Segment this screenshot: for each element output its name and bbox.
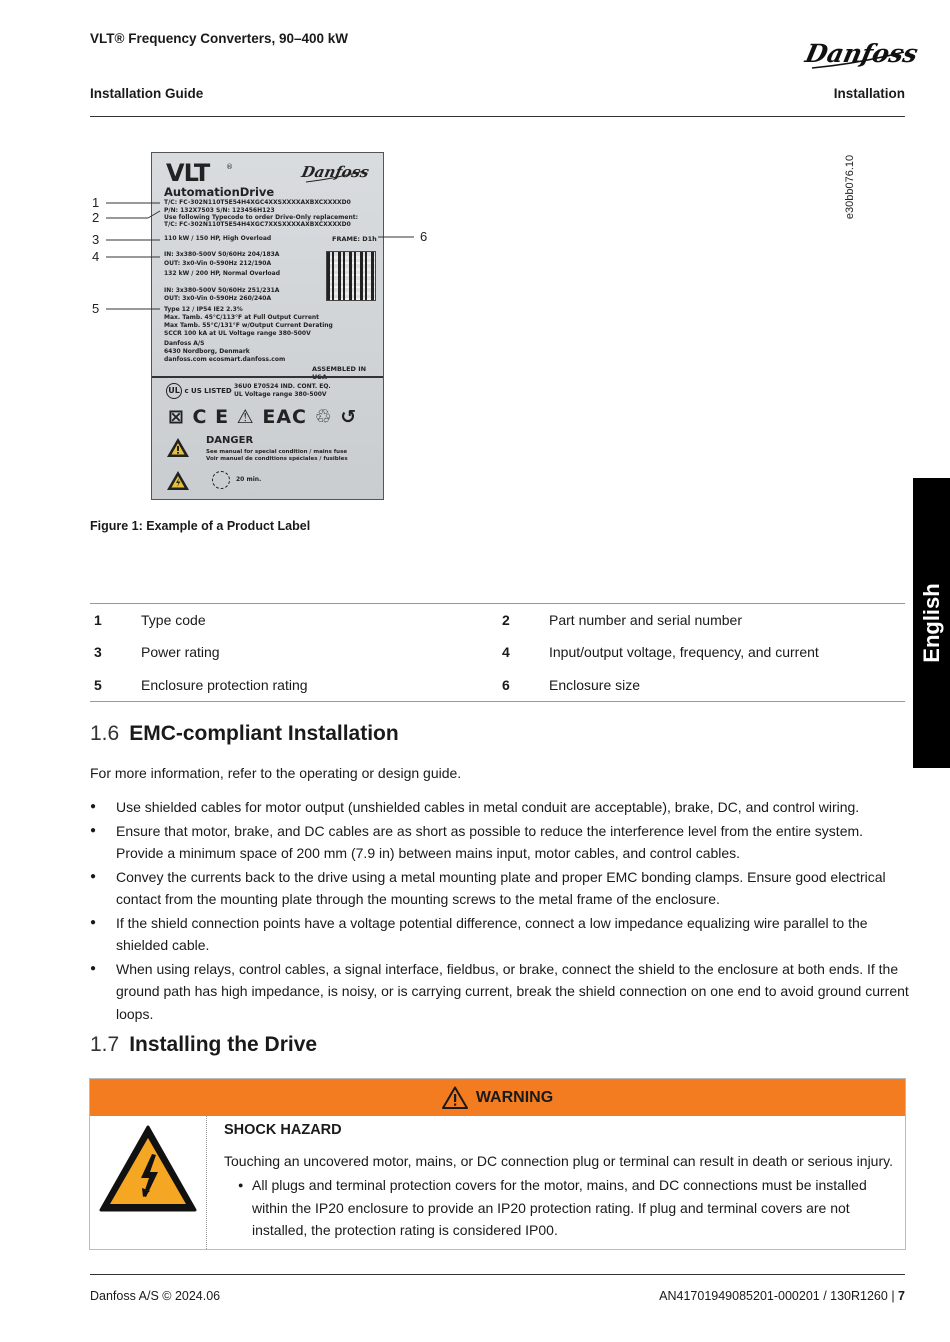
warning-icon — [442, 1086, 468, 1109]
image-id: e30bb076.10 — [844, 154, 856, 220]
guide-title: Installation Guide — [90, 86, 204, 101]
callout-3: 3 — [92, 232, 100, 247]
section-title: EMC-compliant Installation — [129, 722, 399, 745]
callout-1: 1 — [92, 195, 100, 210]
warning-header — [90, 1079, 905, 1116]
label-company: Danfoss A/S — [164, 340, 205, 347]
warning-title: SHOCK HAZARD — [224, 1122, 342, 1138]
language-tab — [913, 478, 950, 768]
legend-number: 6 — [502, 676, 510, 693]
warning-label: WARNING — [475, 1088, 554, 1106]
legend-row — [90, 604, 905, 637]
list-item: ● Ensure that motor, brake, and DC cables are as short as possible to reduce the interference level from the entire system. Provide a minimum space of 200 mm (7.9 in) between mains input, motor cables, and control cables. — [90, 820, 910, 865]
figure-caption: Figure 1: Example of a Product Label — [90, 519, 311, 533]
legend-text: Power rating — [141, 644, 220, 661]
callout-lines — [0, 0, 950, 520]
label-cert-2: UL Voltage range 380-500V — [234, 391, 327, 398]
section-title: Installing the Drive — [129, 1033, 318, 1056]
label-output-1: OUT: 3x0-Vin 0-590Hz 212/190A — [164, 260, 272, 267]
page-number: 7 — [898, 1289, 905, 1303]
label-shock-warning-icon — [166, 470, 190, 491]
label-timer-icon — [212, 471, 230, 489]
label-cert-marks: ⊠ C E ⚠ EAC ♲ ↺ — [168, 406, 358, 428]
legend-text: Type code — [141, 612, 206, 628]
label-wait-time: 20 min. — [236, 476, 262, 483]
warning-bullet: ● All plugs and terminal protection covers for the motor, mains, and DC connections must be installed within the IP20 enclosure to provide an IP20 protection rating. If plug and terminal covers are not installed, the protection rating is considered IP00. — [238, 1174, 878, 1242]
callout-4: 4 — [92, 249, 100, 264]
danfoss-logo — [802, 34, 921, 74]
label-danger-en: See manual for special condition / mains fuse — [206, 449, 348, 455]
legend-number: 2 — [502, 612, 510, 628]
label-web: danfoss.com ecosmart.danfoss.com — [164, 356, 286, 363]
list-item: ● Use shielded cables for motor output (unshielded cables in metal conduit are acceptable), brake, DC, and control wiring. — [90, 796, 910, 819]
callout-2: 2 — [92, 210, 100, 225]
legend-number: 5 — [94, 676, 102, 693]
label-divider — [152, 376, 383, 378]
list-item: ● Convey the currents back to the drive using a metal mounting plate and proper EMC bonding clamps. Ensure good electrical contact from the mounting plate through the mounting screws to the metal frame of the enclosure. — [90, 866, 910, 911]
label-reg-mark: ® — [226, 163, 233, 171]
label-output-2: OUT: 3x0-Vin 0-590Hz 260/240A — [164, 295, 272, 302]
section-intro: For more information, refer to the operating or design guide. — [90, 765, 462, 781]
label-enclosure: Type 12 / IP54 IE2 2.3% — [164, 306, 243, 313]
list-item: ● If the shield connection points have a voltage potential difference, connect a low impedance equalizing wire parallel to the shielded cable. — [90, 912, 910, 957]
ul-mark: UL — [166, 383, 182, 399]
footer-rule — [90, 1274, 905, 1275]
label-frame: FRAME: D1h — [332, 235, 377, 243]
legend-text: Part number and serial number — [549, 612, 742, 628]
label-model: AutomationDrive — [164, 185, 275, 199]
footer-copyright: Danfoss A/S © 2024.06 — [90, 1289, 221, 1303]
label-power-rating-2: 132 kW / 200 HP, Normal Overload — [164, 270, 281, 277]
emc-bullet-list — [90, 796, 910, 1026]
svg-text:Danfoss: Danfoss — [299, 163, 371, 181]
list-item: ● When using relays, control cables, a signal interface, fieldbus, or brake, connect the shield to the enclosure at both ends. If the ground path has high impedance, is noisy, or is carrying current, break the shield connection on one end to avoid ground current loops. — [90, 958, 910, 1026]
callout-6: 6 — [420, 229, 428, 244]
label-type-code-2: T/C: FC-302N110T5E54H4XGC7XXSXXXXAXBXCXXXXD0 — [164, 221, 351, 228]
label-qr-code — [326, 251, 376, 301]
legend-number: 3 — [94, 644, 102, 661]
label-assembled: ASSEMBLED IN — [312, 365, 367, 373]
label-tamb-1: Max. Tamb. 45°C/113°F at Full Output Current — [164, 314, 320, 321]
label-input-1: IN: 3x380-500V 50/60Hz 204/183A — [164, 251, 280, 258]
legend-row — [90, 669, 905, 702]
label-danfoss-logo — [299, 157, 371, 187]
callout-5: 5 — [92, 301, 100, 316]
label-sccr: SCCR 100 kA at UL Voltage range 380-500V — [164, 330, 311, 337]
section-title: Installation — [833, 86, 905, 101]
label-input-2: IN: 3x380-500V 50/60Hz 251/231A — [164, 287, 280, 294]
label-danger-fr: Voir manuel de conditions spéciales / fusibles — [206, 456, 348, 462]
footer-separator: | — [887, 1289, 899, 1303]
label-type-code: T/C: FC-302N110T5E54H4XGC4XXSXXXXAXBXCXXXXD0 — [164, 199, 351, 206]
label-vlt-brand: VLT — [166, 159, 210, 187]
section-heading-emc — [90, 722, 399, 746]
header-rule — [90, 116, 905, 117]
electrical-hazard-icon — [98, 1124, 198, 1214]
section-number: 1.7 — [90, 1033, 120, 1056]
legend-text: Input/output voltage, frequency, and current — [549, 644, 819, 661]
document-title: VLT® Frequency Converters, 90–400 kW — [90, 31, 349, 46]
footer-doc-id: AN41701949085201-000201 / 130R1260 — [659, 1289, 888, 1303]
section-number: 1.6 — [90, 722, 120, 745]
warning-text: Touching an uncovered motor, mains, or DC connection plug or terminal can result in death or serious injury. — [224, 1153, 893, 1169]
legend-text: Enclosure size — [549, 676, 641, 693]
legend-text: Enclosure protection rating — [141, 676, 308, 693]
label-danger: DANGER — [206, 435, 254, 446]
label-power-rating: 110 kW / 150 HP, High Overload — [164, 235, 272, 242]
label-part-serial: P/N: 132X7503 S/N: 123456H123 — [164, 207, 275, 214]
warning-box — [89, 1078, 906, 1250]
label-tamb-2: Max Tamb. 55°C/131°F w/Output Current Derating — [164, 322, 333, 329]
warning-icon-cell — [90, 1116, 207, 1249]
label-cert-1: 36U0 E70524 IND. CONT. EQ. — [234, 383, 331, 390]
warning-body — [90, 1116, 905, 1249]
label-address: 6430 Nordborg, Denmark — [164, 348, 250, 355]
legend-number: 4 — [502, 644, 510, 661]
legend-number: 1 — [94, 612, 102, 628]
product-label-photo — [151, 152, 384, 500]
legend-row — [90, 636, 905, 669]
label-note: Use following Typecode to order Drive-Only replacement: — [164, 214, 358, 221]
svg-text:Danfoss: Danfoss — [802, 38, 921, 68]
legend-table — [90, 603, 905, 702]
label-danger-warning-icon — [166, 437, 190, 458]
language-label: English — [918, 583, 944, 663]
label-ul-listed: UL c US LISTED — [166, 383, 232, 399]
footer-doc-info — [659, 1289, 905, 1303]
section-heading-install — [90, 1033, 317, 1057]
